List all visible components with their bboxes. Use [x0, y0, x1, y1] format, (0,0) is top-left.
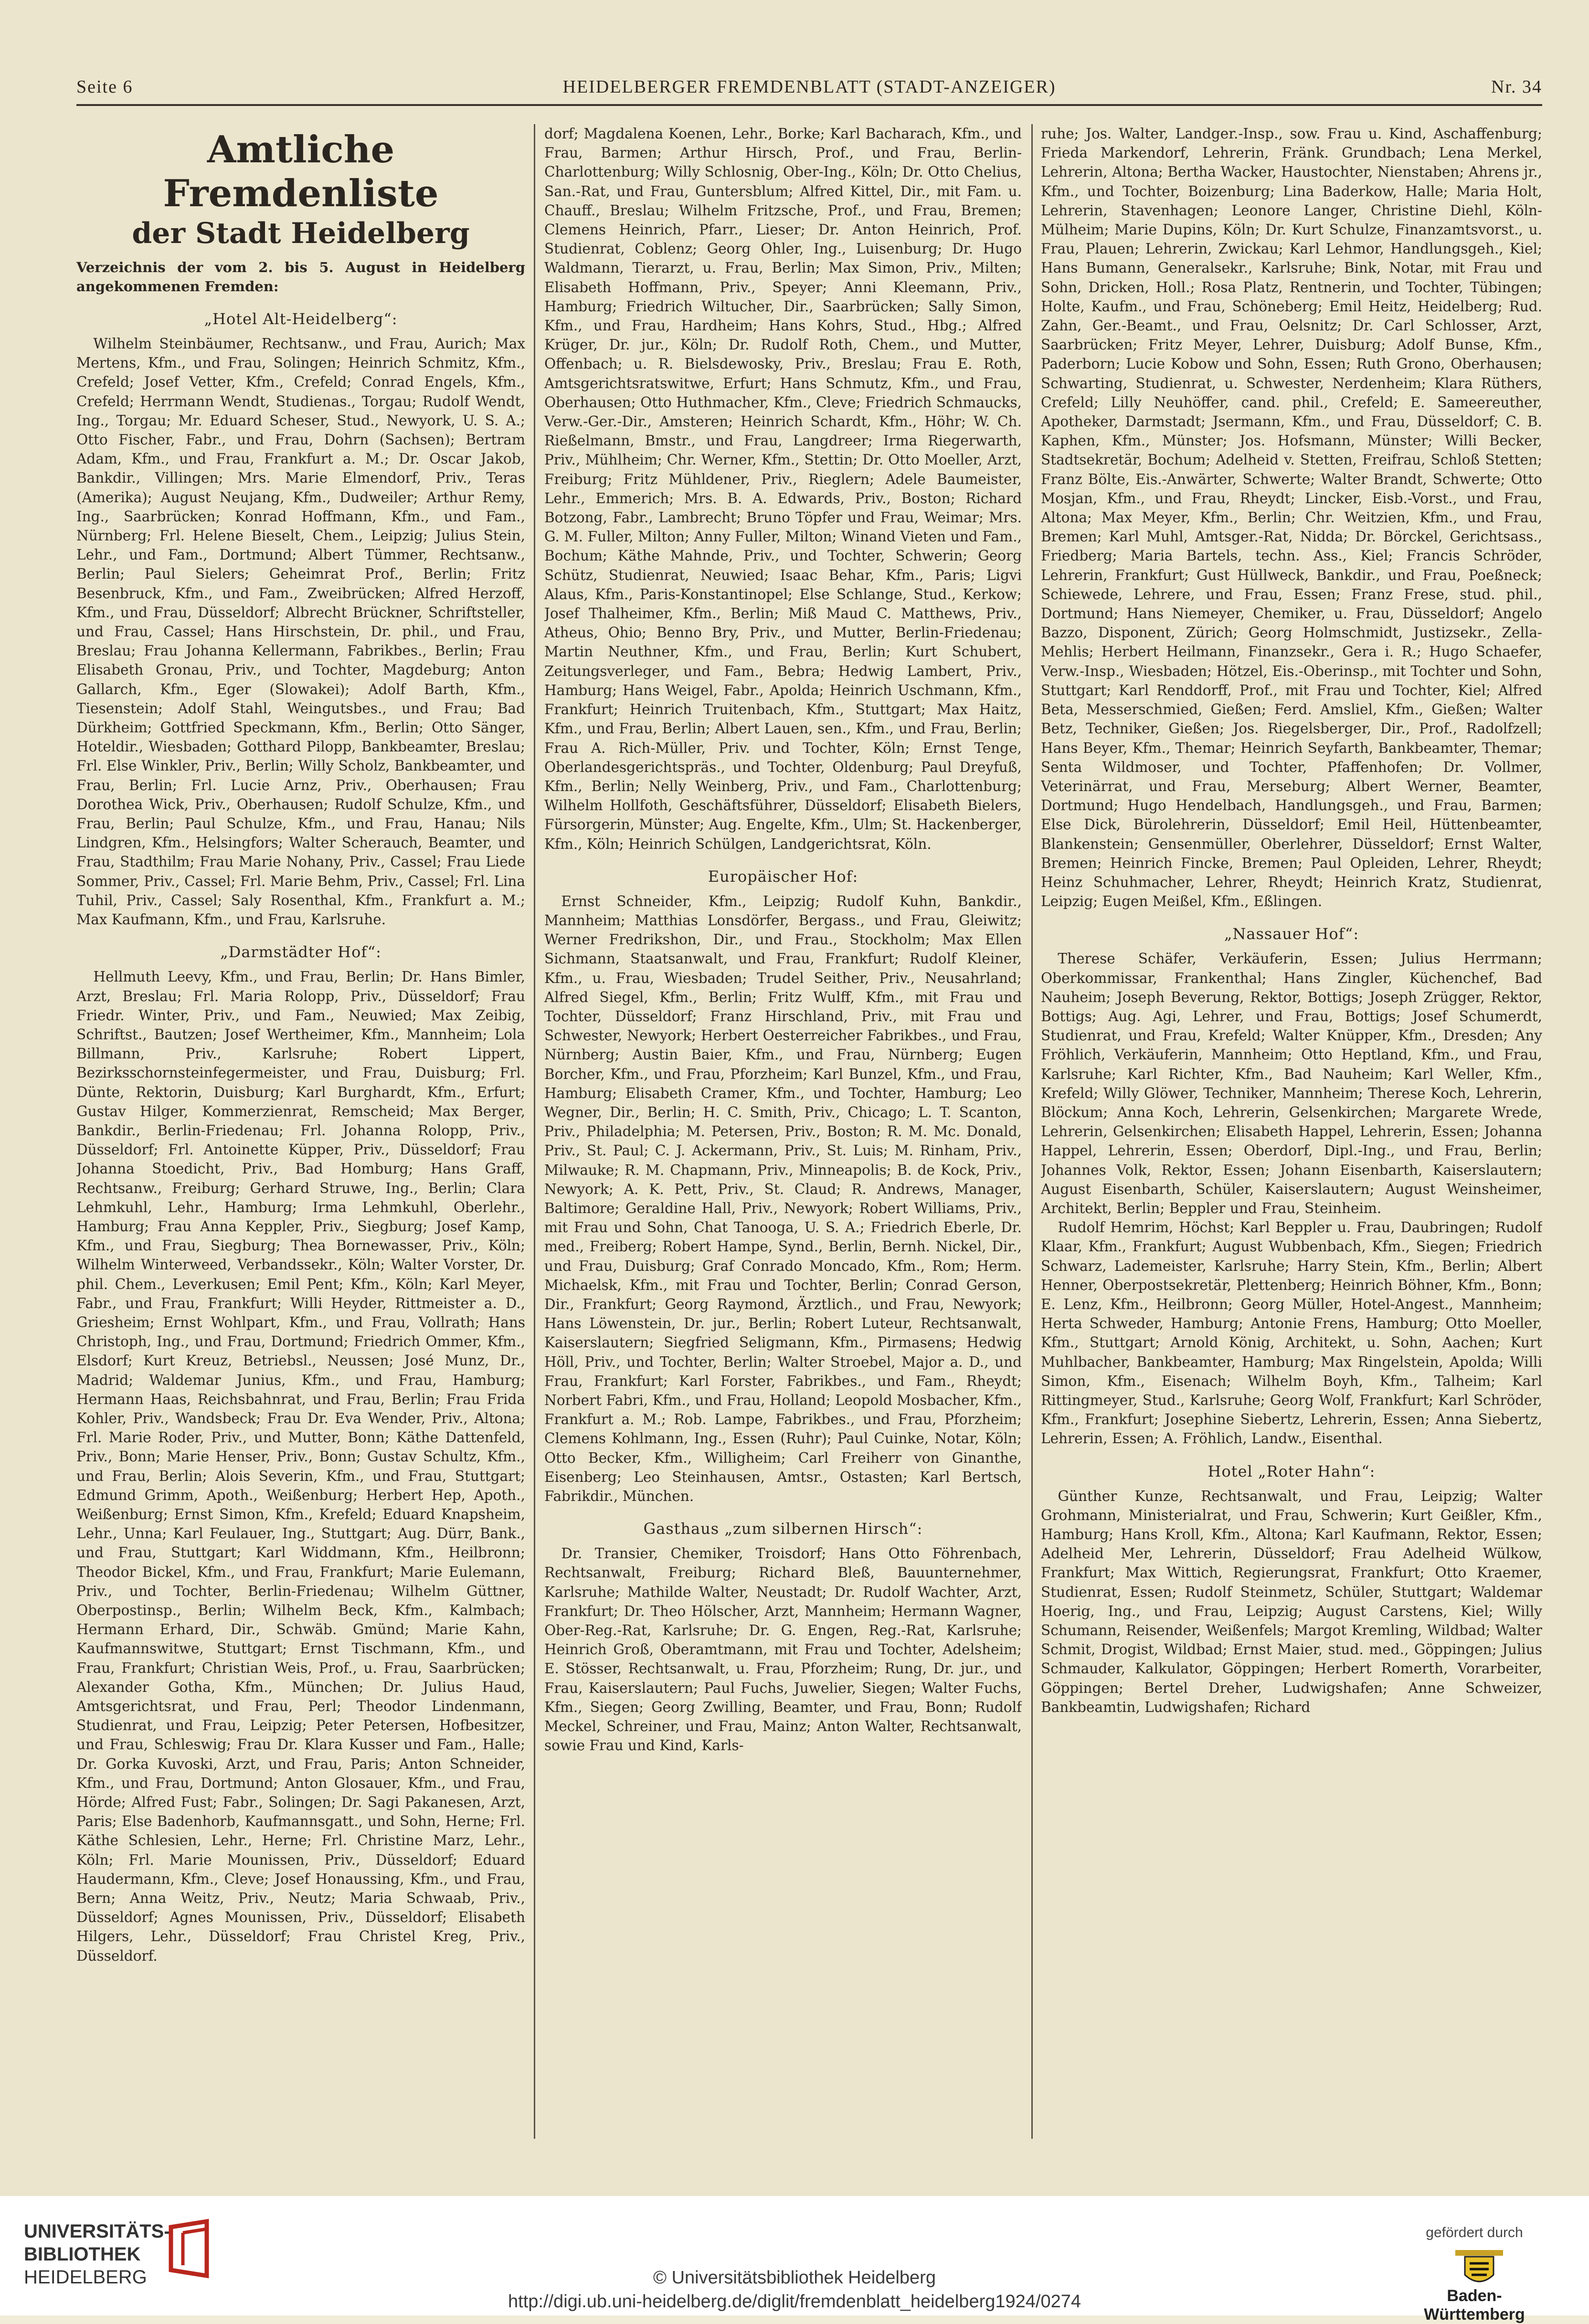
guest-list-text: Hellmuth Leevy, Kfm., und Frau, Berlin; Dr. Hans Bimler, Arzt, Breslau; Frl. Maria Rolopp, Priv., Düsseldorf; Frau Friedr. Winter, Priv., und Fam., Neuwied; Max Zeibig, Schriftst., Bautzen; Josef Wertheimer, Kfm., Mannheim; Lola Billmann, Priv., Karlsruhe; Robert Lippert, Bezirksschornsteinfegermeister, und Frau, Duisburg; Frl. Dünte, Rektorin, Duisburg; Karl Burghardt, Kfm., Erfurt; Gustav Hilger, Kommerzienrat, Remscheid; Max Berger, Bankdir., Berlin-Friedenau; Frl. Johanna Rolopp, Priv., Düsseldorf; Frl. Antoinette Küpper, Priv., Düsseldorf; Frau Johanna Stoedicht, Priv., Bad Homburg; Hans Graff, Rechtsanw., Freiburg; Gerhard Struwe, Ing., Berlin; Clara Lehmkuhl, Lehr., Hamburg; Irma Lehmkuhl, Oberlehr., Hamburg; Frau Anna Keppler, Priv., Siegburg; Josef Kamp, Kfm., und Frau, Siegburg; Thea Bornewasser, Priv., Köln; Wilhelm Winterweed, Verbandssekr., Köln; Walter Vorster, Dr. phil. Chem., Leverkusen; Emil Pent; Kfm., Köln; Karl Meyer, Fabr., und Frau, Frankfurt; Willi Heyder, Rittmeister a. D., Griesheim; Ernst Wohlpart, Kfm., und Frau, Vollrath; Hans Christoph, Ing., und Frau, Dortmund; Friedrich Ommer, Kfm., Elsdorf; Kurt Kreuz, Betriebsl., Neussen; José Munz, Dr., Madrid; Waldemar Junius, Kfm., und Frau, Hamburg; Hermann Haas, Reichsbahnrat, und Frau, Berlin; Frau Frida Kohler, Priv., Wandsbeck; Frau Dr. Eva Wender, Priv., Altona; Frl. Marie Roder, Priv., und Mutter, Bonn; Käthe Dattenfeld, Priv., Bonn; Marie Henser, Priv., Bonn; Gustav Schultz, Kfm., und Frau, Berlin; Alois Severin, Kfm., und Frau, Stuttgart; Edmund Grimm, Apoth., Weißenburg; Herbert Hep, Apoth., Weißenburg; Ernst Simon, Kfm., Krefeld; Eduard Knapsheim, Lehr., Unna; Karl Feulauer, Ing., Stuttgart; Aug. Dürr, Bank., und Frau, Stuttgart; Karl Widdmann, Kfm., Heilbronn; Theodor Bickel, Kfm., und Frau, Frankfurt; Marie Eulemann, Priv., und Tochter, Berlin-Friedenau; Wilhelm Güttner, Oberpostinsp., Berlin; Wilhelm Beck, Kfm., Kalmbach; Hermann Erhard, Dir., Schwäb. Gmünd; Marie Kahn, Kaufmannswitwe, Stuttgart; Ernst Tischmann, Kfm., und Frau, Frankfurt; Christian Weis, Prof., u. Frau, Saarbrücken; Alexander Gotha, Kfm., München; Dr. Julius Haud, Amtsgerichtsrat, und Frau, Perl; Theodor Lindenmann, Studienrat, und Frau, Leipzig; Peter Petersen, Hofbesitzer, und Frau, Schleswig; Frau Dr. Klara Kusser und Fam., Halle; Dr. Gorka Kuvoski, Arzt, und Frau, Paris; Anton Schneider, Kfm., und Frau, Dortmund; Anton Glosauer, Kfm., und Frau, Hörde; Alfred Fust; Fabr., Solingen; Dr. Sagi Pakanesen, Arzt, Paris; Else Badenhorb, Kaufmannsgatt., und Sohn, Herne; Frl. Käthe Schlesien, Lehr., Herne; Frl. Christine Marz, Lehr., Köln; Frl. Marie Mounissen, Priv., Düsseldorf; Eduard Haudermann, Kfm., Cleve; Josef Honaussing, Kfm., und Frau, Bern; Anna Weitz, Priv., Neutz; Maria Schwaab, Priv., Düsseldorf; Agnes Mounissen, Priv., Düsseldorf; Elisabeth Hilgers, Lehr., Düsseldorf; Frau Christel Kreg, Priv., Düsseldorf. [76, 969, 525, 1964]
library-name-line: HEIDELBERG [24, 2267, 147, 2288]
header-rule [76, 104, 1542, 106]
section-heading: „Nassauer Hof“: [1224, 925, 1359, 943]
issue-number: Nr. 34 [1491, 77, 1542, 97]
permalink[interactable]: http://digi.ub.uni-heidelberg.de/diglit/fremdenblatt_heidelberg1924/0274 [508, 2292, 1081, 2312]
section-heading: Gasthaus „zum silbernen Hirsch“: [643, 1520, 923, 1538]
page-number: Seite 6 [76, 77, 133, 97]
page-header [76, 57, 1542, 100]
column-divider [1031, 124, 1033, 2139]
section-heading: Hotel „Roter Hahn“: [1208, 1462, 1376, 1480]
article-title: Amtliche Fremdenliste [163, 128, 439, 215]
article-intro: Verzeichnis der vom 2. bis 5. August in Heidelberg angekommenen Fremden: [76, 259, 525, 295]
section-heading: Europäischer Hof: [708, 867, 858, 886]
guest-list-text: Dr. Transier, Chemiker, Troisdorf; Hans Otto Föhrenbach, Rechtsanwalt, Freiburg; Richard Bleß, Bauunternehmer, Karlsruhe; Mathilde Walter, Neustadt; Dr. Rudolf Wachter, Arzt, Frankfurt; Dr. Theo Hölscher, Arzt, Mannheim; Hermann Wagner, Ober-Reg.-Rat, Karlsruhe; Dr. G. Engen, Reg.-Rat, Karlsruhe; Heinrich Groß, Oberamtmann, mit Frau und Tochter, Adelsheim; E. Stösser, Rechtsanwalt, u. Frau, Pforzheim; Rung, Dr. jur., und Frau, Kaiserslautern; Paul Fuchs, Juwelier, Siegen; Walter Fuchs, Kfm., Siegen; Georg Zwilling, Beamter, und Frau, Bonn; Rudolf Meckel, Schreiner, und Frau, Mainz; Anton Walter, Rechtsanwalt, sowie Frau und Kind, Karls- [544, 1545, 1022, 1754]
newspaper-title: HEIDELBERGER FREMDENBLATT (STADT-ANZEIGER) [562, 77, 1056, 97]
guest-list-text: ruhe; Jos. Walter, Landger.-Insp., sow. Frau u. Kind, Aschaffenburg; Frieda Markendorf, Lehrerin, Fränk. Grundbach; Lena Merkel, Lehrerin, Altona; Bertha Wacker, Haustochter, Nienstaben; Ahrens jr., Kfm., und Tochter, Boizenburg; Lina Baderkow, Halle; Maria Holt, Lehrerin, Stavenhagen; Leonore Langer, Christine Diehl, Köln-Mülheim; Marie Dupins, Köln; Dr. Kurt Schulze, Finanzamtsvorst., u. Frau, Plauen; Lehrerin, Zwickau; Karl Lehmor, Handlungsgeh., Kiel; Hans Bumann, Generalsekr., Karlsruhe; Bink, Notar, mit Frau und Sohn, Dricken, Holl.; Rosa Platz, Rentnerin, und Tochter, Tübingen; Holte, Kaufm., und Frau, Schöneberg; Emil Heitz, Heidelberg; Rud. Zahn, Ger.-Beamt., und Frau, Oelsnitz; Dr. Carl Schlosser, Arzt, Saarbrücken; Fritz Meyer, Lehrer, Duisburg; Adolf Bunse, Kfm., Paderborn; Lucie Kobow und Sohn, Essen; Ruth Grono, Oberhausen; Schwarting, Studienrat, u. Schwester, Nerdenheim; Klara Rüthers, Crefeld; Lilly Neuhöffer, cand. phil., Crefeld; E. Sameereuther, Apotheker, Darmstadt; Jsermann, Kfm., und Frau, Düsseldorf; C. B. Kaphen, Kfm., Münster; Jos. Hofsmann, Münster; Willi Becker, Stadtsekretär, Bochum; Adelheid v. Stetten, Freifrau, Schloß Stetten; Franz Bölte, Eis.-Anwärter, Schwerte; Walter Brandt, Schwerte; Otto Mosjan, Kfm., und Frau, Rheydt; Lincker, Eisb.-Vorst., und Frau, Altona; Max Meyer, Kfm., Berlin; Chr. Weitzien, Kfm., und Frau, Bremen; Karl Muhl, Amtsger.-Rat, Nidda; Dr. Börckel, Gerichtsass., Friedberg; Maria Bartels, techn. Ass., Kiel; Francis Schröder, Lehrerin, Frankfurt; Gust Hüllweck, Bankdir., und Frau, Poeßneck; Schiewede, Lehrere, und Frau, Essen; Franz Frese, stud. phil., Dortmund; Hans Niemeyer, Chemiker, u. Frau, Düsseldorf; Angelo Bazzo, Disponent, Zürich; Georg Holmschmidt, Justizsekr., Zella-Mehlis; Herbert Heilmann, Finanzsekr., Gera i. R.; Hugo Schaefer, Verw.-Insp., Wiesbaden; Hötzel, Eis.-Oberinsp., mit Tochter und Sohn, Stuttgart; Karl Renddorff, Prof., mit Frau und Tochter, Kiel; Alfred Beta, Messerschmied, Gießen; Ferd. Amsliel, Kfm., Gießen; Walter Betz, Techniker, Gießen; Jos. Riegelsberger, Dir., Prof., Radolfzell; Hans Beyer, Kfm., Themar; Heinrich Seyfarth, Bankbeamter, Themar; Senta Wildmoser, und Tochter, Pfaffenhofen; Dr. Vollmer, Veterinärrat, und Frau, Merseburg; Albert Werner, Beamter, Dortmund; Hugo Hendelbach, Handlungsgeh., und Frau, Barmen; Else Dick, Bürolehrerin, Düsseldorf; Emil Heil, Hüttenbeamter, Blankenstein; Gensenmüller, Oberlehrer, Düsseldorf; Ernst Walter, Bremen; Heinrich Fincke, Bremen; Paul Opleiden, Lehrer, Rheydt; Heinz Schuhmacher, Lehrer, Rheydt; Heinrich Kratz, Studienrat, Leipzig; Eugen Meißel, Kfm., Eßlingen. [1041, 126, 1542, 910]
guest-list-text: Günther Kunze, Rechtsanwalt, und Frau, Leipzig; Walter Grohmann, Ministerialrat, und Frau, Schwerin; Kurt Geißler, Kfm., Hamburg; Hans Kroll, Kfm., Altona; Karl Kaufmann, Rektor, Essen; Adelheid Mer, Lehrerin, Düsseldorf; Frau Adelheid Wülkow, Frankfurt; Max Wittich, Regierungsrat, Frankfurt; Otto Kraemer, Studienrat, Essen; Rudolf Steinmetz, Schüler, Stuttgart; Waldemar Hoerig, Ing., und Frau, Leipzig; August Carstens, Kiel; Willy Schumann, Reisender, Weißenfels; Margot Kremling, Wildbad; Walter Schmit, Drogist, Wildbad; Ernst Maier, stud. med., Göppingen; Julius Schmauder, Kalkulator, Göppingen; Herbert Romerth, Vorarbeiter, Göppingen; Bertel Dreher, Ludwigshafen; Anne Schweizer, Bankbeamtin, Ludwigshafen; Richard [1041, 1488, 1542, 1715]
coat-of-arms-icon [1451, 2246, 1508, 2289]
library-name-line: BIBLIOTHEK [24, 2244, 141, 2265]
funding-label: gefördert durch [1426, 2225, 1523, 2240]
guest-list-text: Rudolf Hemrim, Höchst; Karl Beppler u. Frau, Daubringen; Rudolf Klaar, Kfm., Frankfurt; August Wubbenbach, Kfm., Siegen; Friedrich Schwarz, Lademeister, Karlsruhe; Harry Stein, Kfm., Berlin; Albert Henner, Oberpostsekretär, Plettenberg; Heinrich Böhner, Kfm., Bonn; E. Lenz, Kfm., Heilbronn; Georg Müller, Hotel-Angest., Mannheim; Herta Schweder, Hamburg; Antonie Frens, Hamburg; Otto Moeller, Kfm., Stuttgart; Arnold König, Architekt, u. Sohn, Aachen; Kurt Muhlbacher, Bankbeamter, Hamburg; Max Ringelstein, Apolda; Willi Simon, Kfm., Eisenach; Wilhelm Boyh, Kfm., Talheim; Karl Rittingmeyer, Stud., Karlsruhe; Georg Wolf, Frankfurt; Karl Schröder, Kfm., Frankfurt; Josephine Siebertz, Lehrerin, Essen; Anna Siebertz, Lehrerin, Essen; A. Fröhlich, Landw., Eisenthal. [1041, 1219, 1542, 1447]
guest-list-text: Therese Schäfer, Verkäuferin, Essen; Julius Herrmann; Oberkommissar, Frankenthal; Hans Zingler, Küchenchef, Bad Nauheim; Joseph Beverung, Rektor, Bottigs; Joseph Zrügger, Rektor, Bottigs; Aug. Agi, Lehrer, und Frau, Bottigs; Josef Schumerdt, Studienrat, und Frau, Krefeld; Walter Knüpper, Kfm., Dresden; Any Fröhlich, Verkäuferin, Mannheim; Otto Heptland, Kfm., und Frau, Karlsruhe; Karl Richter, Kfm., Bad Nauheim; Karl Weller, Kfm., Krefeld; Willy Glöwer, Techniker, Mannheim; Therese Koch, Lehrerin, Blöckum; Anna Koch, Lehrerin, Gelsenkirchen; Margarete Wrede, Lehrerin, Gelsenkirchen; Elisabeth Happel, Lehrerin, Essen; Johanna Happel, Lehrerin, Essen; Oberdorf, Dipl.-Ing., und Frau, Berlin; Johannes Volk, Rektor, Essen; Johann Eisenbarth, Kaiserslautern; August Eisenbarth, Schüler, Kaiserslautern; August Weinsheimer, Architekt, Berlin; Beppler und Frau, Steinheim. [1041, 951, 1542, 1216]
copyright-line: © Universitätsbibliothek Heidelberg [653, 2268, 936, 2288]
column-divider [534, 124, 535, 2139]
section-heading: „Darmstädter Hof“: [220, 943, 381, 961]
article-subtitle: der Stadt Heidelberg [132, 217, 470, 250]
guest-list-text: Ernst Schneider, Kfm., Leipzig; Rudolf Kuhn, Bankdir., Mannheim; Matthias Lonsdörfer, Bergass., und Frau, Gleiwitz; Werner Fredrikshon, Dir., und Frau., Stockholm; Max Ellen Sichmann, Staatsanwalt, und Frau, Frankfurt; Rudolf Kleiner, Kfm., u. Frau, Wiesbaden; Trudel Seither, Priv., Neusahrland; Alfred Siegel, Kfm., Berlin; Fritz Wulff, Kfm., mit Frau und Tochter, Düsseldorf; Franz Hirschland, Priv., mit Frau und Schwester, Newyork; Herbert Oesterreicher Fabrikbes., und Frau, Nürnberg; Austin Baier, Kfm., und Frau, Nürnberg; Eugen Borcher, Kfm., und Frau, Pforzheim; Karl Bunzel, Kfm., und Frau, Hamburg; Elisabeth Cramer, Kfm., und Tochter, Hamburg; Leo Wegner, Dir., Berlin; H. C. Smith, Priv., Chicago; L. T. Scanton, Priv., Philadelphia; M. Petersen, Priv., Boston; R. M. Mc. Donald, Priv., St. Paul; C. J. Ackermann, Priv., St. Luis; M. Rinham, Priv., Milwauke; R. M. Chapmann, Priv., Minneapolis; B. de Kock, Priv., Newyork; A. K. Pett, Priv., St. Claud; R. Andrews, Manager, Baltimore; Geraldine Hall, Priv., Newyork; Robert Williams, Priv., mit Frau und Sohn, Chat Tanooga, U. S. A.; Friedrich Eberle, Dr. med., Freiberg; Robert Hampe, Synd., Berlin, Bernh. Nickel, Dir., und Frau, Duisburg; Graf Conrado Moncado, Kfm., Rom; Herm. Michaelsk, Kfm., mit Frau und Tochter, Berlin; Conrad Gerson, Dir., Frankfurt; Georg Raymond, Ärztlich., und Frau, Newyork; Hans Löwenstein, Dr. jur., Berlin; Robert Luteur, Rechtsanwalt, Kaiserslautern; Siegfried Seligmann, Kfm., Pirmasens; Hedwig Höll, Priv., und Tochter, Berlin; Walter Stroebel, Major a. D., und Frau, Frankfurt; Karl Forster, Fabrikbes., und Fam., Rheydt; Norbert Fabri, Kfm., und Frau, Holland; Leopold Mosbacher, Kfm., Frankfurt a. M.; Rob. Lampe, Fabrikbes., und Frau, Pforzheim; Clemens Kohlmann, Ing., Essen (Ruhr); Paul Cuinke, Notar, Köln; Otto Becker, Kfm., Willigheim; Carl Freiherr von Ginanthe, Eisenberg; Leo Steinhausen, Amtsr., Ostasten; Karl Bertsch, Fabrikdir., München. [544, 893, 1022, 1505]
column-2 [544, 124, 1022, 2129]
guest-list-text: dorf; Magdalena Koenen, Lehr., Borke; Karl Bacharach, Kfm., und Frau, Barmen; Arthur Hirsch, Prof., und Frau, Berlin-Charlottenburg; Willy Schlosnig, Ober-Ing., Köln; Dr. Otto Chelius, San.-Rat, und Frau, Guntersblum; Alfred Kittel, Dir., mit Fam. u. Chauff., Breslau; Wilhelm Fritzsche, Prof., und Frau, Bremen; Clemens Heinrich, Pfarr., Lieser; Dr. Anton Heinrich, Prof. Studienrat, Coblenz; Georg Ohler, Ing., Luisenburg; Dr. Hugo Waldmann, Tierarzt, u. Frau, Berlin; Max Simon, Priv., Milten; Elisabeth Hoffmann, Priv., Speyer; Anni Kleemann, Priv., Hamburg; Friedrich Wiltucher, Dir., Saarbrücken; Sally Simon, Kfm., und Frau, Hardheim; Hans Kohrs, Stud., Hbg.; Alfred Krüger, Dr. jur., Köln; Dr. Rudolf Roth, Chem., und Mutter, Offenbach; u. R. Bielsdewosky, Priv., Breslau; Frau E. Roth, Amtsgerichtsratswitwe, Erfurt; Hans Schmutz, Kfm., und Frau, Oberhausen; Otto Huthmacher, Kfm., Cleve; Friedrich Schmaucks, Verw.-Ger.-Dir., Amsteren; Heinrich Schardt, Kfm., Höhr; W. Ch. Rießelmann, Bmstr., und Frau, Langdreer; Irma Riegerwarth, Priv., Mühlheim; Chr. Werner, Kfm., Stettin; Dr. Otto Moeller, Arzt, Freiburg; Fritz Mühldener, Priv., Rieglern; Adele Baumeister, Lehr., Emmerich; Mrs. B. A. Edwards, Priv., Boston; Richard Botzong, Fabr., Lambrecht; Bruno Töpfer und Frau, Weimar; Mrs. G. M. Fuller, Milton; Anny Fuller, Milton; Winand Vieten und Fam., Bochum; Käthe Mahnde, Priv., und Tochter, Schwerin; Georg Schütz, Studienrat, Neuwied; Isaac Behar, Kfm., Paris; Ligvi Alaus, Kfm., Paris-Konstantinopel; Else Schlange, Stud., Kerkow; Josef Thalheimer, Kfm., Berlin; Miß Maud C. Matthews, Priv., Atheus, Ohio; Benno Bry, Priv., und Mutter, Berlin-Friedenau; Martin Neuthner, Kfm., und Frau, Berlin; Kurt Schubert, Zeitungsverleger, und Fam., Bebra; Hedwig Lambert, Priv., Hamburg; Hans Weigel, Fabr., Apolda; Heinrich Uschmann, Kfm., Frankfurt; Heinrich Truitenbach, Kfm., Stuttgart; Max Haitz, Kfm., und Frau, Berlin; Albert Lauen, sen., Kfm., und Frau, Berlin; Frau A. Rich-Müller, Priv. und Tochter, Köln; Ernst Tenge, Oberlandesgerichtspräs., und Tochter, Oldenburg; Paul Dreyfuß, Kfm., Berlin; Nelly Weinberg, Priv., und Fam., Charlottenburg; Wilhelm Hollfoth, Geschäftsführer, Düsseldorf; Elisabeth Bielers, Fürsorgerin, Münster; Aug. Engelte, Kfm., Ulm; St. Hackenberger, Kfm., Köln; Heinrich Schülgen, Landgerichtsrat, Köln. [544, 126, 1022, 852]
library-name-line: UNIVERSITÄTS- [24, 2221, 170, 2242]
column-1 [76, 124, 525, 2129]
guest-list-text: Wilhelm Steinbäumer, Rechtsanw., und Frau, Aurich; Max Mertens, Kfm., und Frau, Solingen; Heinrich Schmitz, Kfm., Crefeld; Josef Vetter, Kfm., Crefeld; Conrad Engels, Kfm., Crefeld; Herrmann Wendt, Studienas., Torgau; Rudolf Wendt, Ing., Torgau; Mr. Eduard Scheser, Stud., Newyork, U. S. A.; Otto Fischer, Fabr., und Frau, Dohrn (Sachsen); Bertram Adam, Kfm., und Frau, Frankfurt a. M.; Dr. Oscar Jakob, Bankdir., Villingen; Mrs. Marie Elmendorf, Priv., Teras (Amerika); August Neujang, Kfm., Dudweiler; Arthur Remy, Ing., Saarbrücken; Konrad Hoffmann, Kfm., und Fam., Nürnberg; Frl. Helene Bieselt, Chem., Leipzig; Julius Stein, Lehr., und Fam., Dortmund; Albert Tümmer, Rechtsanw., Berlin; Paul Sielers; Geheimrat Prof., Berlin; Fritz Besenbruck, Kfm., und Fam., Zweibrücken; Alfred Herzoff, Kfm., und Frau, Düsseldorf; Albrecht Brückner, Schriftsteller, und Frau, Cassel; Hans Hirschstein, Dr. phil., und Frau, Breslau; Frau Johanna Kellermann, Fabrikbes., Berlin; Frau Elisabeth Gronau, Priv., und Tochter, Magdeburg; Anton Gallarch, Kfm., Eger (Slowakei); Adolf Barth, Kfm., Tiesenstein; Adolf Stahl, Weingutsbes., und Frau; Bad Dürkheim; Gottfried Speckmann, Kfm., Berlin; Otto Sänger, Hoteldir., Wiesbaden; Gotthard Pilopp, Bankbeamter, Breslau; Frl. Else Winkler, Priv., Berlin; Willy Scholz, Bankbeamter, und Frau, Berlin; Frl. Lucie Arnz, Priv., Oberhausen; Frau Dorothea Wick, Priv., Oberhausen; Rudolf Schulze, Kfm., und Frau, Berlin; Paul Schulze, Kfm., und Frau, Hanau; Nils Lindgren, Kfm., Helsingfors; Walter Scherauch, Beamter, und Frau, Stadthilm; Frau Marie Nohany, Priv., Cassel; Frau Liede Sommer, Priv., Cassel; Frl. Marie Behm, Priv., Cassel; Frl. Lina Tuhil, Priv., Cassel; Saly Rosenthal, Kfm., Frankfurt a. M.; Max Kaufmann, Kfm., und Frau, Karlsruhe. [76, 336, 525, 928]
section-heading: „Hotel Alt-Heidelberg“: [204, 310, 398, 328]
column-3 [1041, 124, 1542, 2129]
state-name: Baden-Württemberg [1424, 2287, 1525, 2324]
